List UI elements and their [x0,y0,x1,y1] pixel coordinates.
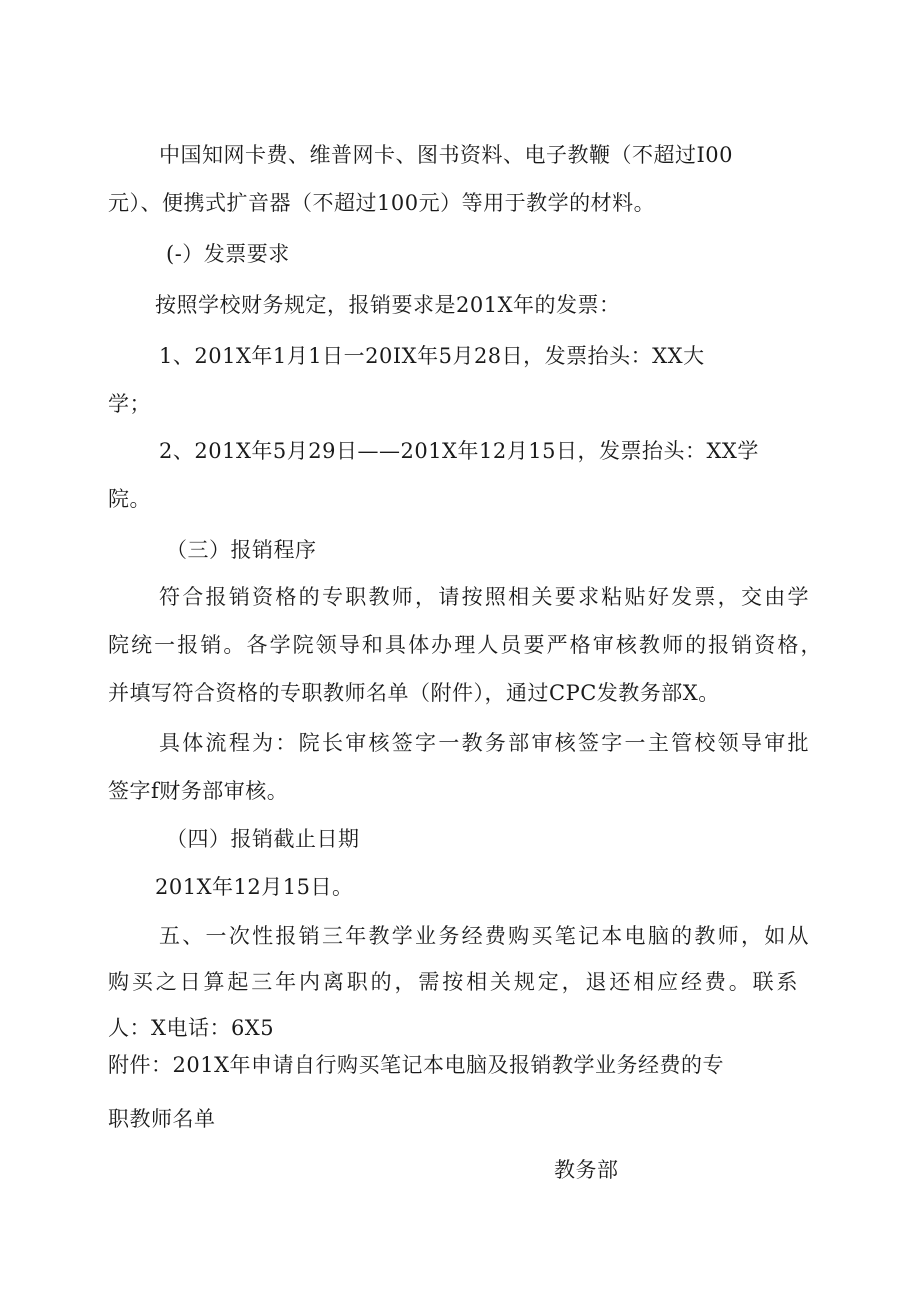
attachment-note-line-1: 附件：201X年申请自行购买笔记本电脑及报销教学业务经费的专 [108,1053,725,1077]
list-item-2-line-1: 2、201X年5月29日——201X年12月15日，发票抬头：XX学 [159,439,759,463]
attachment-note-line-2: 职教师名单 [108,1107,216,1131]
section-heading-invoice-requirements: (-）发票要求 [166,242,290,266]
section-heading-deadline: （四）报销截止日期 [166,827,360,851]
paragraph-workflow-line-1: 具体流程为：院长审核签字一教务部审核签字一主管校领导审批 [159,731,809,755]
issuing-department-signature: 教务部 [554,1158,619,1182]
list-item-2-line-2: 院。 [108,487,151,511]
list-item-1-line-2: 学； [108,392,151,416]
paragraph-procedure-line-2: 院统一报销。各学院领导和具体办理人员要严格审核教师的报销资格， [108,633,822,657]
paragraph-laptop-refund-line-2: 购买之日算起三年内离职的，需按相关规定，退还相应经费。联系 [108,970,798,994]
section-heading-procedure: （三）报销程序 [166,538,317,562]
paragraph-invoice-rule: 按照学校财务规定，报销要求是201X年的发票： [155,293,621,317]
paragraph-materials-line-2: 元）、便携式扩音器（不超过100元）等用于教学的材料。 [108,191,656,215]
paragraph-workflow-line-2: 签字f财务部审核。 [108,779,289,803]
paragraph-laptop-refund-line-1: 五、一次性报销三年教学业务经费购买笔记本电脑的教师，如从 [159,924,809,948]
paragraph-procedure-line-3: 并填写符合资格的专职教师名单（附件），通过CPC发教务部X。 [108,681,720,705]
paragraph-materials-line-1: 中国知网卡费、维普网卡、图书资料、电子教鞭（不超过I00 [159,143,734,167]
paragraph-contact: 人：X电话：6X5 [108,1016,275,1040]
paragraph-deadline-date: 201X年12月15日。 [155,875,354,899]
paragraph-procedure-line-1: 符合报销资格的专职教师，请按照相关要求粘贴好发票，交由学 [159,585,809,609]
list-item-1-line-1: 1、201X年1月1日一20IX年5月28日，发票抬头：XX大 [159,344,705,368]
